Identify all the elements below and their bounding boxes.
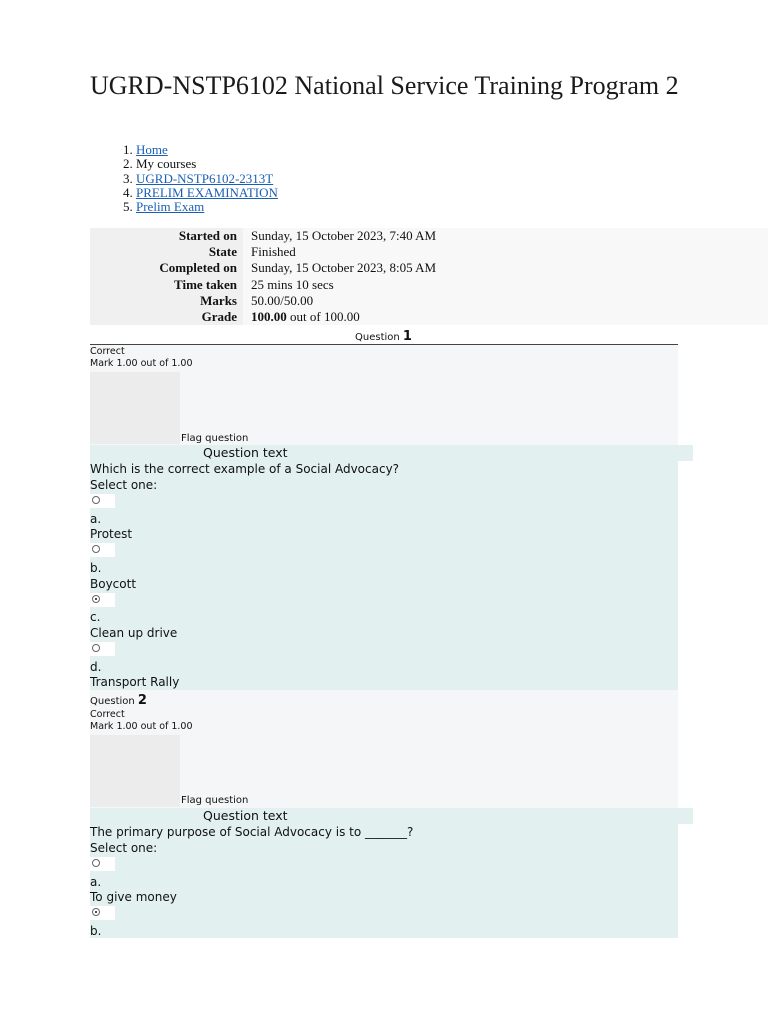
summary-label: Completed on xyxy=(90,260,243,276)
answer-letter: a. xyxy=(90,875,102,889)
grade-suffix: out of 100.00 xyxy=(290,309,360,325)
breadcrumb-item-home[interactable] xyxy=(136,143,278,157)
radio-indicator-selected[interactable] xyxy=(92,595,100,603)
answer-radio-a[interactable] xyxy=(90,857,115,871)
summary-label: Time taken xyxy=(90,277,243,293)
summary-value: Sunday, 15 October 2023, 8:05 AM xyxy=(243,260,768,276)
question-mark: Mark 1.00 out of 1.00 xyxy=(90,358,193,369)
summary-value xyxy=(243,309,768,325)
answer-radio-c[interactable] xyxy=(90,593,115,607)
answer-label[interactable]: Boycott xyxy=(90,577,137,591)
question-status: Correct xyxy=(90,346,125,357)
breadcrumb-link[interactable]: Prelim Exam xyxy=(136,199,205,215)
breadcrumb-item-my-courses xyxy=(136,157,278,171)
breadcrumb-link[interactable]: PRELIM EXAMINATION xyxy=(136,184,278,200)
flag-question-link[interactable]: Flag question xyxy=(181,433,249,444)
breadcrumb-item-prelim-exam[interactable] xyxy=(136,200,278,214)
summary-label: State xyxy=(90,244,243,260)
summary-row-started xyxy=(90,228,768,244)
answer-radio-d[interactable] xyxy=(90,642,115,656)
summary-label: Marks xyxy=(90,293,243,309)
flag-question-box xyxy=(90,372,180,444)
summary-row-time xyxy=(90,277,768,293)
breadcrumb-text: My courses xyxy=(136,156,197,172)
question-text-heading-label: Question text xyxy=(203,445,288,460)
question-text-heading xyxy=(90,808,693,824)
summary-value: Sunday, 15 October 2023, 7:40 AM xyxy=(243,228,768,244)
summary-value: Finished xyxy=(243,244,768,260)
question-text-heading xyxy=(90,445,693,461)
radio-indicator-selected[interactable] xyxy=(92,908,100,916)
breadcrumb-item-course[interactable] xyxy=(136,172,278,186)
breadcrumb xyxy=(112,143,278,214)
flag-question-link[interactable]: Flag question xyxy=(181,795,249,806)
summary-row-state xyxy=(90,244,768,260)
summary-row-marks xyxy=(90,293,768,309)
question-info-panel xyxy=(90,690,678,808)
summary-value: 25 mins 10 secs xyxy=(243,277,768,293)
answer-letter: b. xyxy=(90,924,102,938)
question-text: Which is the correct example of a Social Advocacy? xyxy=(90,462,400,476)
answer-label[interactable]: Protest xyxy=(90,527,133,541)
answer-label[interactable]: Transport Rally xyxy=(90,675,180,689)
radio-indicator[interactable] xyxy=(92,644,100,652)
summary-row-grade xyxy=(90,309,768,325)
answer-label[interactable]: Clean up drive xyxy=(90,626,178,640)
answer-letter: b. xyxy=(90,561,102,575)
select-one-prompt: Select one: xyxy=(90,841,158,855)
radio-indicator[interactable] xyxy=(92,496,100,504)
question-label: Question xyxy=(90,696,135,707)
question-number-heading xyxy=(90,693,147,708)
question-status: Correct xyxy=(90,709,125,720)
breadcrumb-item-prelim-examination[interactable] xyxy=(136,186,278,200)
summary-value: 50.00/50.00 xyxy=(243,293,768,309)
answer-radio-b[interactable] xyxy=(90,906,115,920)
summary-label: Started on xyxy=(90,228,243,244)
question-mark: Mark 1.00 out of 1.00 xyxy=(90,721,193,732)
page-title: UGRD-NSTP6102 National Service Training Program 2 xyxy=(90,71,679,100)
question-text-heading-label: Question text xyxy=(203,808,288,823)
radio-indicator[interactable] xyxy=(92,545,100,553)
question-label: Question xyxy=(355,332,400,343)
question-content xyxy=(90,461,678,690)
question-content xyxy=(90,824,678,938)
answer-letter: c. xyxy=(90,610,101,624)
attempt-summary-table xyxy=(90,228,768,325)
question-text: The primary purpose of Social Advocacy is to _______? xyxy=(90,825,414,839)
breadcrumb-link[interactable]: UGRD-NSTP6102-2313T xyxy=(136,170,274,186)
answer-radio-a[interactable] xyxy=(90,494,115,508)
grade-value: 100.00 xyxy=(251,309,287,325)
select-one-prompt: Select one: xyxy=(90,478,158,492)
summary-row-completed xyxy=(90,260,768,276)
radio-indicator[interactable] xyxy=(92,859,100,867)
question-number: 1 xyxy=(402,329,412,344)
answer-letter: d. xyxy=(90,660,102,674)
summary-label: Grade xyxy=(90,309,243,325)
breadcrumb-link[interactable]: Home xyxy=(136,142,168,157)
question-info-panel xyxy=(90,344,678,446)
flag-question-box xyxy=(90,735,180,807)
answer-letter: a. xyxy=(90,512,102,526)
answer-radio-b[interactable] xyxy=(90,543,115,557)
question-number: 2 xyxy=(137,693,147,708)
answer-label[interactable]: To give money xyxy=(90,890,177,904)
question-number-heading xyxy=(355,329,412,344)
